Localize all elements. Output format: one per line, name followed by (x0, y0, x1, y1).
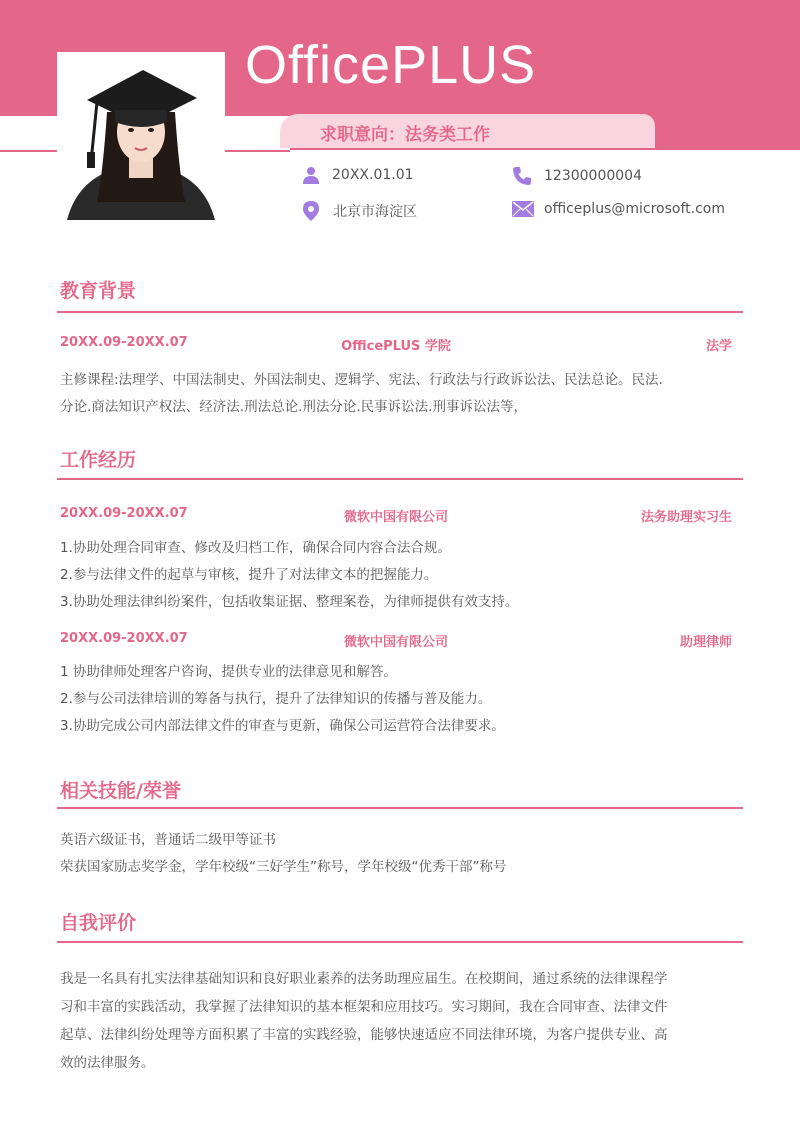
job-company: 微软中国有限公司 (343, 635, 448, 650)
profile-photo (57, 52, 225, 220)
education-period: 20XX.09-20XX.07 (60, 335, 188, 350)
text-line: 效的法律服务。 (60, 1055, 155, 1071)
text-line: 主修课程:法理学、中国法制史、外国法制史、逻辑学、宪法、行政法与行政诉讼法、民法总论。民法. (60, 372, 663, 388)
skills-list (60, 827, 740, 881)
text-line: 起草、法律纠纷处理等方面积累了丰富的实践经验，能够快速适应不同法律环境，为客户提供专业、高 (60, 1027, 668, 1043)
job-role: 助理律师 (679, 635, 732, 650)
section-title-education: 教育背景 (60, 280, 137, 302)
mail-icon (512, 201, 534, 217)
phone-number: 12300000004 (544, 168, 642, 184)
job-period: 20XX.09-20XX.07 (60, 631, 188, 646)
text-line: 习和丰富的实践活动，我掌握了法律知识的基本框架和应用技巧。实习期间，我在合同审查、法律文件 (60, 999, 668, 1015)
job-row (60, 506, 732, 525)
list-item: 2.参与法律文件的起草与审核，提升了对法律文本的把握能力。 (60, 567, 438, 583)
contact-phone (512, 166, 642, 186)
section-divider (57, 941, 743, 943)
job-role: 法务助理实习生 (640, 510, 732, 525)
self-evaluation (60, 965, 740, 1077)
section-title-work: 工作经历 (60, 449, 137, 471)
list-item: 2.参与公司法律培训的筹备与执行，提升了法律知识的传播与普及能力。 (60, 691, 492, 707)
list-item: 1.协助处理合同审查、修改及归档工作，确保合同内容合法合规。 (60, 540, 451, 556)
location: 北京市海淀区 (333, 204, 417, 220)
job-company: 微软中国有限公司 (343, 510, 448, 525)
contact-birth (302, 166, 414, 184)
section-title-self: 自我评价 (60, 912, 137, 934)
job-duties (60, 659, 740, 740)
contact-email (512, 201, 725, 217)
phone-icon (512, 166, 532, 186)
text-line: 分论.商法知识产权法、经济法.刑法总论.刑法分论.民事诉讼法.刑事诉讼法等， (60, 399, 527, 415)
section-divider (57, 478, 743, 480)
text-line: 英语六级证书，普通话二级甲等证书 (60, 832, 276, 848)
education-school: OfficePLUS 学院 (341, 339, 451, 354)
education-major: 法学 (705, 339, 732, 354)
job-duties (60, 535, 740, 616)
job-intent: 求职意向：法务类工作 (320, 125, 490, 145)
location-pin-icon (303, 201, 319, 221)
contact-location (303, 201, 417, 221)
birth-date: 20XX.01.01 (332, 167, 414, 183)
brand-title: OfficePLUS (245, 35, 537, 95)
person-icon (302, 166, 320, 184)
text-line: 我是一名具有扎实法律基础知识和良好职业素养的法务助理应届生。在校期间，通过系统的法律课程学 (60, 971, 668, 987)
education-row (60, 335, 732, 354)
job-row (60, 631, 732, 650)
education-courses (60, 367, 740, 421)
text-line: 荣获国家励志奖学金，学年校级“三好学生”称号，学年校级“优秀干部”称号 (60, 859, 507, 875)
section-divider (57, 311, 743, 313)
list-item: 1 协助律师处理客户咨询，提供专业的法律意见和解答。 (60, 664, 397, 680)
section-divider (57, 807, 743, 809)
section-title-skills: 相关技能/荣誉 (60, 780, 181, 802)
list-item: 3.协助处理法律纠纷案件，包括收集证据、整理案卷，为律师提供有效支持。 (60, 594, 519, 610)
email-address: officeplus@microsoft.com (544, 201, 725, 217)
job-period: 20XX.09-20XX.07 (60, 506, 188, 521)
list-item: 3.协助完成公司内部法律文件的审查与更新，确保公司运营符合法律要求。 (60, 718, 505, 734)
